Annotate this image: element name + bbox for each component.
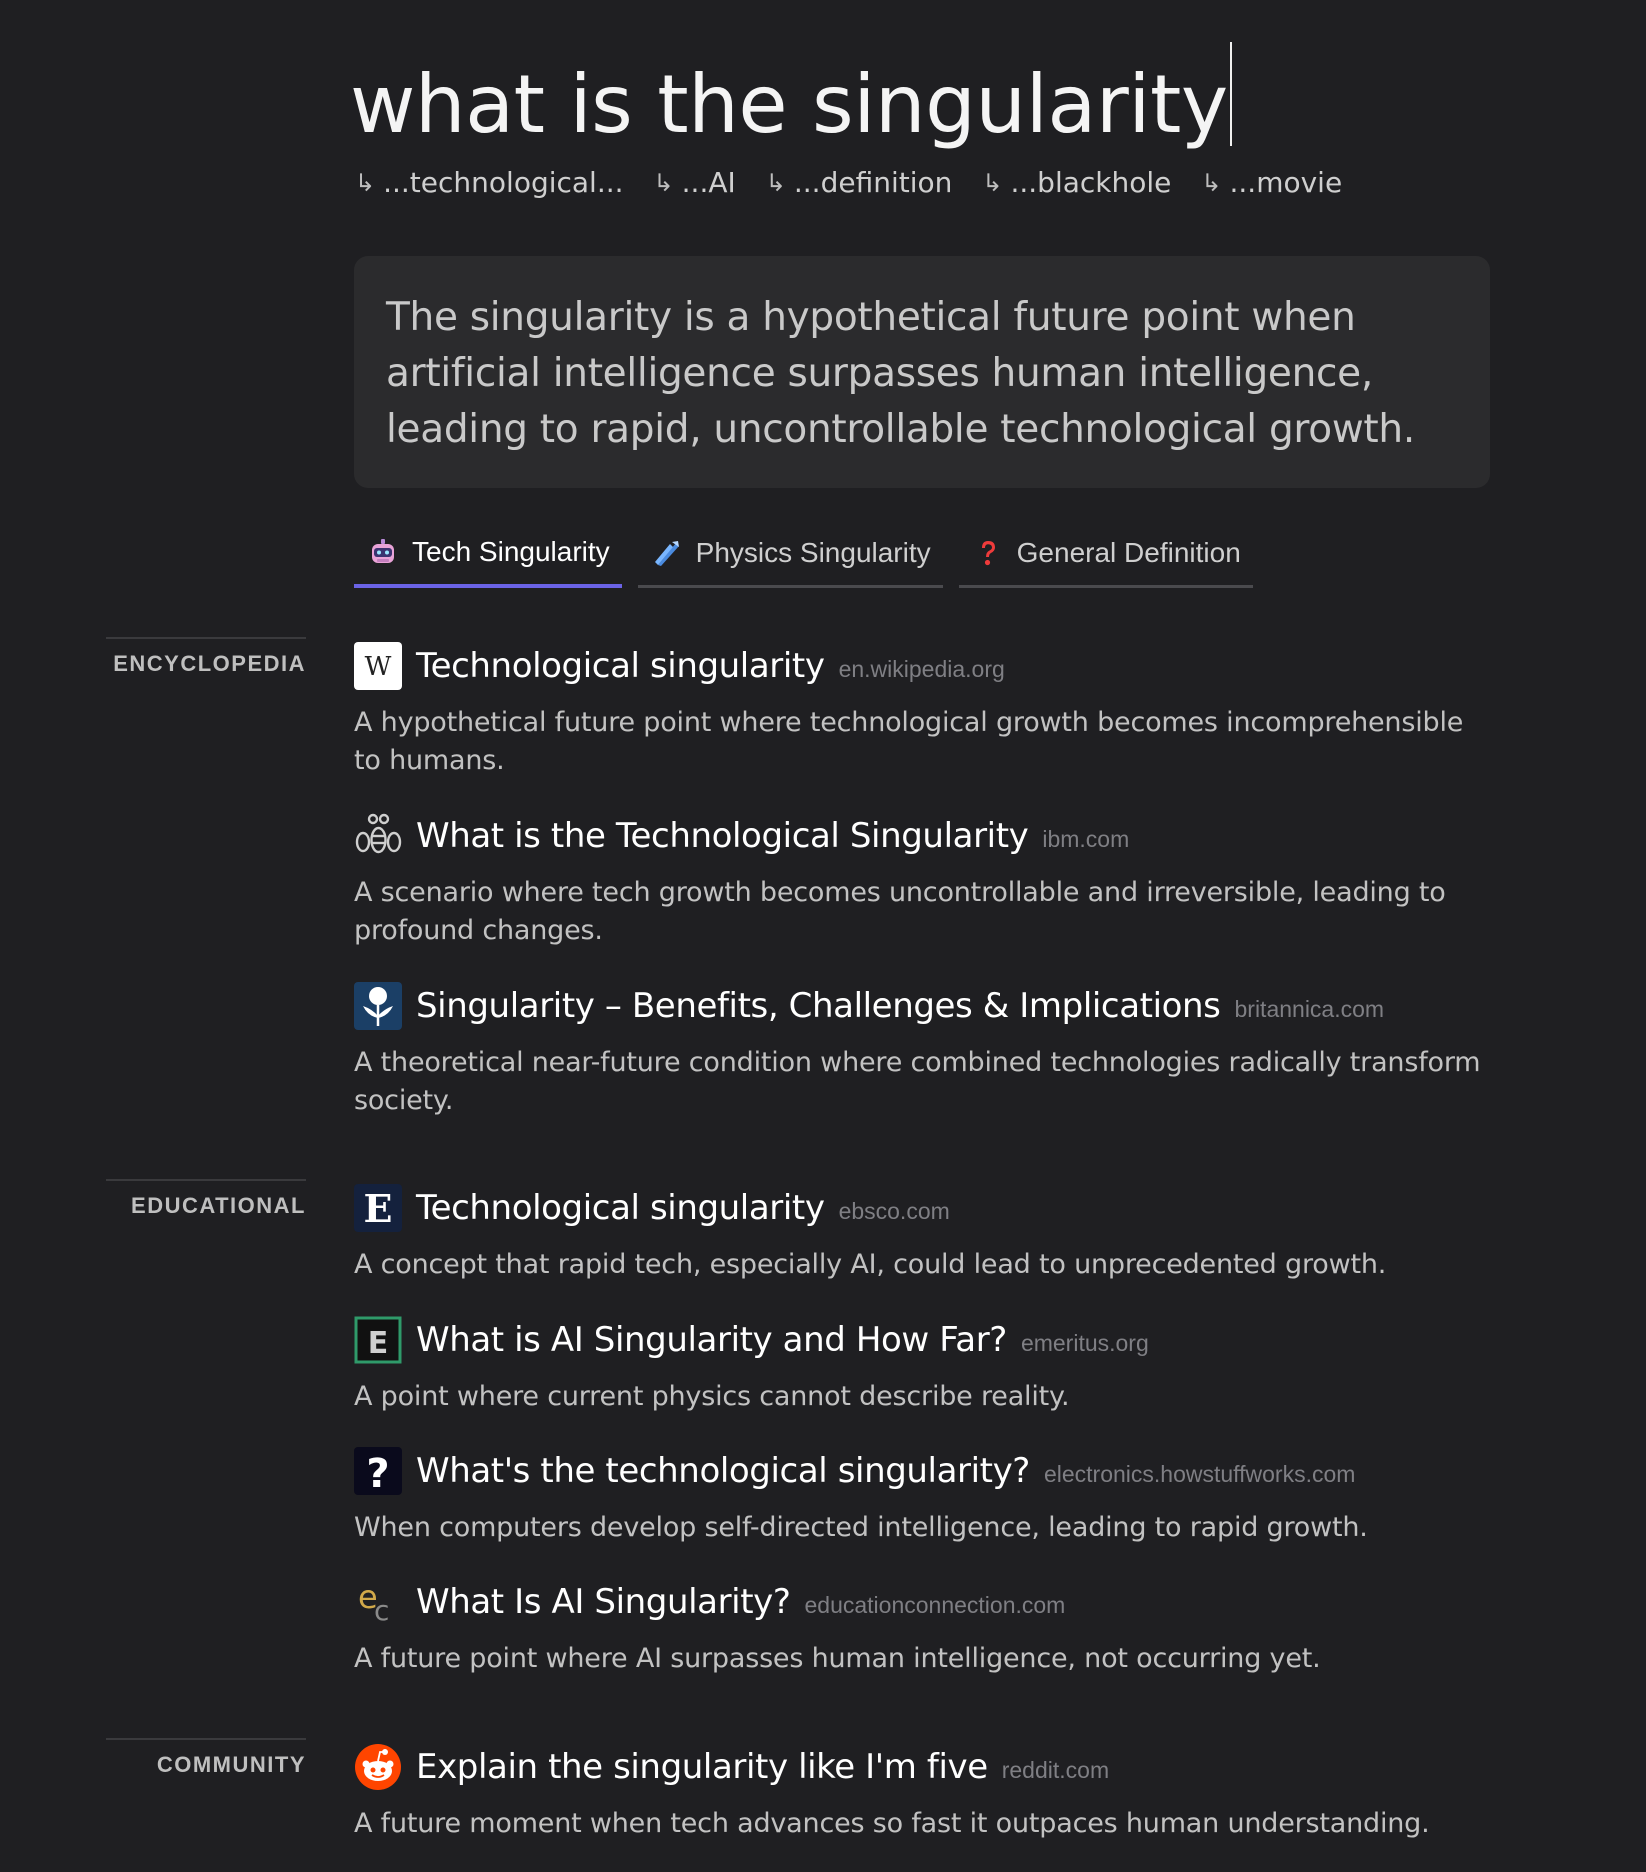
tab-general-definition[interactable] [959,536,1253,588]
result-item [354,1576,1504,1678]
result-title-row [354,1576,1504,1628]
result-title-link[interactable]: Technological singularity [416,646,825,686]
wikipedia-icon [354,642,402,690]
reddit-icon [354,1743,402,1791]
suggestion-label: ...blackhole [1010,166,1172,199]
result-title-row [354,980,1504,1032]
result-description: A scenario where tech growth becomes uncontrollable and irreversible, leading to profound changes. [354,877,1446,946]
result-title-link[interactable]: Singularity – Benefits, Challenges & Implications [416,986,1221,1026]
return-arrow-icon: ↳ [982,168,1003,197]
suggestion-label: ...AI [681,166,736,199]
result-item [354,1182,1504,1284]
result-description: A concept that rapid tech, especially AI, could lead to unprecedented growth. [354,1249,1387,1280]
result-description: A theoretical near-future condition where combined technologies radically transform society. [354,1047,1481,1116]
svg-text:e: e [358,1578,378,1616]
result-description: A hypothetical future point where technological growth becomes incomprehensible to humans. [354,707,1464,776]
suggestion-definition[interactable] [766,166,953,199]
tab-physics-singularity[interactable] [638,536,943,588]
result-domain: reddit.com [1001,1756,1110,1783]
query-suggestions [355,166,1342,199]
search-query-input[interactable] [350,42,1232,155]
result-title-row [354,810,1504,862]
result-domain: educationconnection.com [804,1591,1066,1618]
svg-text:W: W [364,652,392,682]
robot-icon [368,537,398,567]
result-domain: ibm.com [1042,825,1130,852]
tab-tech-singularity[interactable] [354,536,622,588]
result-title-row [354,640,1504,692]
section-label-educational: EDUCATIONAL [106,1179,306,1219]
suggestion-label: ...technological... [383,166,624,199]
suggestion-movie[interactable] [1201,166,1342,199]
result-title-link[interactable]: Technological singularity [416,1188,825,1228]
result-title-link[interactable]: Explain the singularity like I'm five [416,1747,988,1787]
result-title-row [354,1741,1504,1793]
tab-label: Physics Singularity [695,536,931,568]
section-label-community: COMMUNITY [106,1738,306,1778]
result-title-link[interactable]: What's the technological singularity? [416,1451,1030,1491]
search-query-text: what is the singularity [350,58,1228,151]
result-title-link[interactable]: What Is AI Singularity? [416,1582,791,1622]
return-arrow-icon: ↳ [653,168,674,197]
result-item [354,810,1504,950]
topic-tabs [354,536,1253,588]
section-label-encyclopedia: ENCYCLOPEDIA [106,637,306,677]
tab-label: General Definition [1016,536,1241,568]
answer-summary-text: The singularity is a hypothetical future point when artificial intelligence surpasses human intelligence, leading to rapid, uncontrollable technological growth. [386,295,1415,452]
britannica-thistle-icon [354,982,402,1030]
answer-summary-box [354,256,1490,488]
result-domain: electronics.howstuffworks.com [1043,1460,1356,1487]
result-item [354,1741,1504,1843]
result-item [354,1314,1504,1416]
return-arrow-icon: ↳ [355,168,376,197]
return-arrow-icon: ↳ [765,168,786,197]
ebsco-icon [354,1184,402,1232]
result-description: A future moment when tech advances so fast it outpaces human understanding. [354,1808,1430,1839]
svg-text:?: ? [366,1451,390,1495]
result-item [354,640,1504,780]
education-connection-icon [354,1578,402,1626]
question-icon [973,538,1003,568]
emeritus-icon [354,1316,402,1364]
comet-icon [652,538,682,568]
suggestion-blackhole[interactable] [982,166,1171,199]
svg-text:E: E [367,1326,389,1361]
result-title-link[interactable]: What is the Technological Singularity [416,816,1029,856]
suggestion-label: ...definition [793,166,953,199]
result-domain: en.wikipedia.org [838,655,1005,682]
svg-text:E: E [363,1186,393,1231]
result-description: A future point where AI surpasses human intelligence, not occurring yet. [354,1643,1321,1674]
tab-label: Tech Singularity [412,536,610,567]
result-item [354,980,1504,1120]
howstuffworks-icon [354,1447,402,1495]
result-title-link[interactable]: What is AI Singularity and How Far? [416,1320,1007,1360]
result-domain: emeritus.org [1020,1329,1149,1356]
result-domain: ebsco.com [838,1197,950,1224]
result-title-row [354,1182,1504,1234]
result-domain: britannica.com [1234,995,1385,1022]
result-title-row [354,1445,1504,1497]
suggestion-technological[interactable] [355,166,624,199]
text-caret [1230,42,1232,146]
svg-text:c: c [374,1594,390,1626]
return-arrow-icon: ↳ [1201,168,1222,197]
result-description: A point where current physics cannot describe reality. [354,1381,1070,1412]
ibm-bee-icon [354,812,402,860]
result-item [354,1445,1504,1547]
result-title-row [354,1314,1504,1366]
suggestion-label: ...movie [1229,166,1343,199]
result-description: When computers develop self-directed intelligence, leading to rapid growth. [354,1512,1368,1543]
suggestion-ai[interactable] [654,166,736,199]
